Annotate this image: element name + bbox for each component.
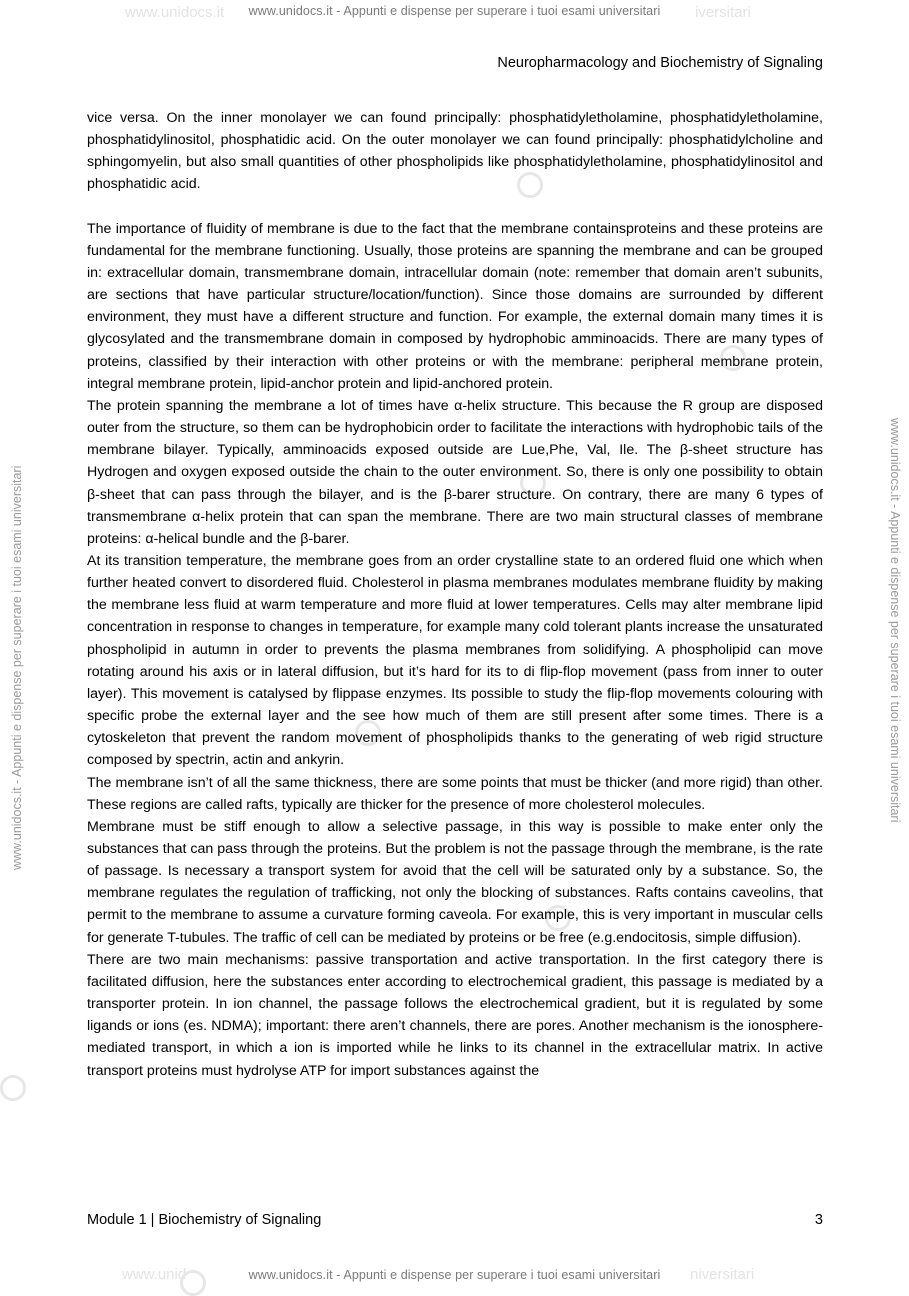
footer-module-title: Module 1 | Biochemistry of Signaling xyxy=(87,1212,322,1228)
watermark-right: www.unidocs.it - Appunti e dispense per superare i tuoi esami universitari xyxy=(888,418,902,823)
paragraph: vice versa. On the inner monolayer we can found principally: phosphatidyletholamine, phosphatidyletholamine, phosphatidylinositol, phosphatidic acid. On the outer monolayer we can found principally: phosphatidylcholine and sphingomyelin, but also small quantities of other phospholipids like phosphatidyletholamine, phosphatidylinositol and phosphatidic acid. xyxy=(87,110,823,193)
watermark-logo-mark xyxy=(0,1075,26,1101)
watermark-bottom: www.unidocs.it - Appunti e dispense per superare i tuoi esami universitari xyxy=(248,1268,661,1282)
page-body xyxy=(87,107,823,1082)
paragraph: The protein spanning the membrane a lot of times have α-helix structure. This because the R group are disposed outer from the structure, so them can be hydrophobicin order to facilitate the interactions with hydrophobic tails of the membrane bilayer. Typically, amminoacids exposed outside are Lue,Phe, Val, Ile. The β-sheet structure has Hydrogen and oxygen exposed outside the chain to the outer environment. So, there is only one possibility to obtain β-sheet that can pass through the bilayer, and is the β-barer structure. On contrary, there are many 6 types of transmembrane α-helix protein that can span the membrane. There are two main structural classes of membrane proteins: α-helical bundle and the β-barer. xyxy=(87,397,823,547)
watermark-left: www.unidocs.it - Appunti e dispense per superare i tuoi esami universitari xyxy=(10,465,24,870)
watermark-faint-top: www.unidocs.it xyxy=(125,4,225,21)
watermark-faint-bottom-right: niversitari xyxy=(690,1266,755,1283)
watermark-faint-bottom: www.unid xyxy=(122,1266,187,1283)
watermark-top: www.unidocs.it - Appunti e dispense per superare i tuoi esami universitari xyxy=(248,4,661,18)
paragraph: Membrane must be stiff enough to allow a selective passage, in this way is possible to make enter only the substances that can pass through the proteins. But the problem is not the passage through the membrane, is the rate of passage. Is necessary a transport system for avoid that the cell will be saturated only by a substance. So, the membrane regulates the regulation of trafficking, not only the blocking of substances. Rafts contains caveolins, that permit to the membrane to assume a curvature forming caveola. For example, this is very important in muscular cells for generate T-tubules. The traffic of cell can be mediated by proteins or be free (e.g.endocitosis, simple diffusion). xyxy=(87,818,823,946)
paragraph: At its transition temperature, the membrane goes from an order crystalline state to an ordered fluid one which when further heated convert to disordered fluid. Cholesterol in plasma membranes modulates membrane fluidity by making the membrane less fluid at warm temperature and more fluid at lower temperatures. Cells may alter membrane lipid concentration in response to changes in temperature, for example many cold tolerant plants increase the unsaturated phospholipid in autumn in order to prevents the plasma membranes from solidifying. A phospholipid can move rotating around his axis or in lateral diffusion, but it’s hard for its to di flip-flop movement (pass from inner to outer layer). This movement is catalysed by flippase enzymes. Its possible to study the flip-flop movements colouring with specific probe the external layer and the see how much of them are still present after some times. There is a cytoskeleton that prevent the random movement of phospholipids thanks to the generating of web rigid structure composed by spectrin, actin and ankyrin. xyxy=(87,552,823,769)
running-header: Neuropharmacology and Biochemistry of Signaling xyxy=(497,55,823,71)
page-number: 3 xyxy=(814,1212,823,1228)
paragraph: There are two main mechanisms: passive transportation and active transportation. In the first category there is facilitated diffusion, here the substances enter according to electrochemical gradient, this passage is mediated by a transporter protein. In ion channel, the passage follows the electrochemical gradient, but it is regulated by some ligands or ions (es. NDMA); important: there aren’t channels, there are pores. Another mechanism is the ionosphere-mediated transport, in which a ion is imported while he links to its channel in the extracellular matrix. In active transport proteins must hydrolyse ATP for import substances against the xyxy=(87,951,823,1079)
watermark-faint-top-right: iversitari xyxy=(695,4,751,21)
paragraph: The membrane isn’t of all the same thickness, there are some points that must be thicker (and more rigid) than other. These regions are called rafts, typically are thicker for the presence of more cholesterol molecules. xyxy=(87,774,823,813)
paragraph: The importance of fluidity of membrane is due to the fact that the membrane containsproteins and these proteins are fundamental for the membrane functioning. Usually, those proteins are spanning the membrane and can be grouped in: extracellular domain, transmembrane domain, intracellular domain (note: remember that domain aren’t subunits, are sections that have particular structure/location/function). Since those domains are surrounded by different environment, they must have a different structure and function. For example, the external domain many times it is glycosylated and the transmembrane domain in composed by hydrophobic amminoacids. There are many types of proteins, classified by their interaction with other proteins or with the membrane: peripheral membrane protein, integral membrane protein, lipid-anchor protein and lipid-anchored protein. xyxy=(87,220,823,392)
